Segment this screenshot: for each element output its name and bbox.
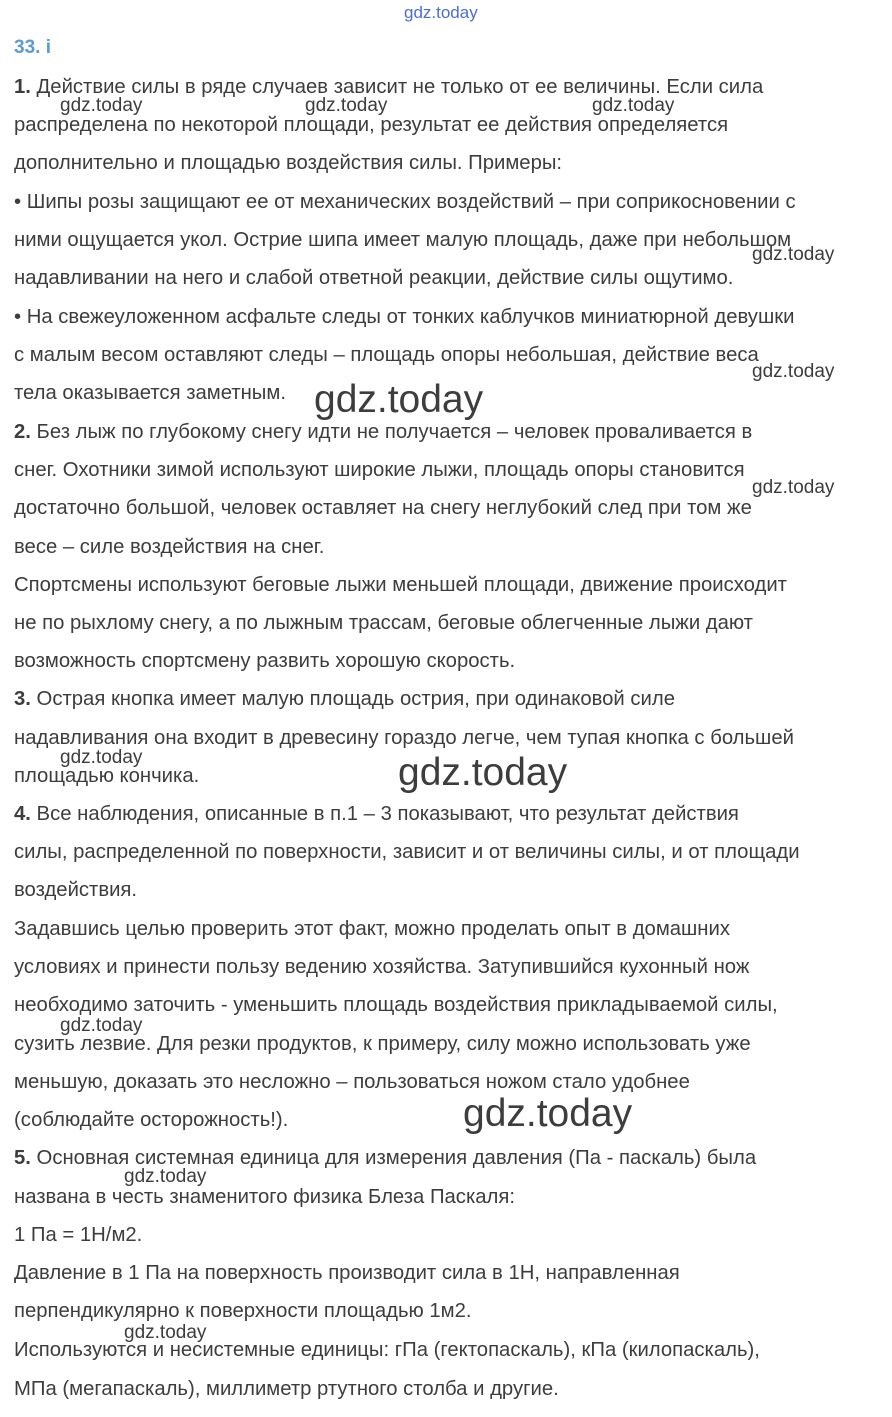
text-line: надавливания она входит в древесину гораздо легче, чем тупая кнопка с большей	[14, 727, 794, 749]
text-line: силы, распределенной по поверхности, зависит и от величины силы, и от площади	[14, 841, 800, 863]
text-line: Задавшись целью проверить этот факт, можно проделать опыт в домашних	[14, 918, 730, 940]
text-line: Давление в 1 Па на поверхность производит сила в 1Н, направленная	[14, 1262, 680, 1284]
text-line: • Шипы розы защищают ее от механических воздействий – при соприкосновении с	[14, 191, 796, 213]
text-line: ними ощущается укол. Острие шипа имеет малую площадь, даже при небольшом	[14, 229, 792, 251]
watermark-large: gdz.today	[398, 751, 568, 794]
text-line: снег. Охотники зимой используют широкие лыжи, площадь опоры становится	[14, 459, 745, 481]
text-line: Спортсмены используют беговые лыжи меньшей площади, движение происходит	[14, 574, 787, 596]
text-line: названа в честь знаменитого физика Блеза Паскаля:	[14, 1186, 515, 1208]
text-line: достаточно большой, человек оставляет на снегу неглубокий след при том же	[14, 497, 752, 519]
watermark-large: gdz.today	[314, 378, 484, 421]
text-line: необходимо заточить - уменьшить площадь воздействия прикладываемой силы,	[14, 994, 778, 1016]
text-line: 1. Действие силы в ряде случаев зависит не только от ее величины. Если сила	[14, 76, 764, 98]
watermark: gdz.today	[124, 1166, 207, 1187]
text-line: сузить лезвие. Для резки продуктов, к примеру, силу можно использовать уже	[14, 1033, 751, 1055]
text-line: (соблюдайте осторожность!).	[14, 1109, 289, 1131]
text-line: 3. Острая кнопка имеет малую площадь острия, при одинаковой силе	[14, 688, 675, 710]
task-number: 33. і	[14, 37, 51, 58]
text-line: весе – силе воздействия на снег.	[14, 536, 325, 558]
watermark: gdz.today	[592, 95, 675, 116]
paragraph-number: 3.	[14, 688, 31, 710]
watermark-top: gdz.today	[404, 3, 478, 22]
text-line: возможность спортсмену развить хорошую скорость.	[14, 650, 516, 672]
watermark: gdz.today	[752, 477, 835, 498]
text-line: с малым весом оставляют следы – площадь опоры небольшая, действие веса	[14, 344, 759, 366]
text-line: воздействия.	[14, 879, 138, 901]
text-line: меньшую, доказать это несложно – пользоваться ножом стало удобнее	[14, 1071, 690, 1093]
text-line: перпендикулярно к поверхности площадью 1м2.	[14, 1300, 472, 1322]
text-line: 5. Основная системная единица для измерения давления (Па - паскаль) была	[14, 1147, 757, 1169]
watermark: gdz.today	[60, 1015, 143, 1036]
watermark: gdz.today	[124, 1322, 207, 1343]
text-line: Используются и несистемные единицы: гПа (гектопаскаль), кПа (килопаскаль),	[14, 1339, 760, 1361]
text-line: тела оказывается заметным.	[14, 382, 286, 404]
paragraph-number: 4.	[14, 803, 31, 825]
watermark: gdz.today	[752, 361, 835, 382]
text-line: 2. Без лыж по глубокому снегу идти не получается – человек проваливается в	[14, 421, 753, 443]
text-line: МПа (мегапаскаль), миллиметр ртутного столба и другие.	[14, 1378, 559, 1400]
watermark: gdz.today	[752, 244, 835, 265]
text-line: дополнительно и площадью воздействия силы. Примеры:	[14, 152, 563, 174]
text-line: не по рыхлому снегу, а по лыжным трассам, беговые облегченные лыжи дают	[14, 612, 753, 634]
text-line: 1 Па = 1Н/м2.	[14, 1224, 143, 1246]
text-line: 4. Все наблюдения, описанные в п.1 – 3 показывают, что результат действия	[14, 803, 739, 825]
paragraph-number: 1.	[14, 76, 31, 98]
watermark-large: gdz.today	[463, 1092, 633, 1135]
watermark: gdz.today	[60, 95, 143, 116]
paragraph-number: 5.	[14, 1147, 31, 1169]
text-line: площадью кончика.	[14, 765, 200, 787]
text-line: • На свежеуложенном асфальте следы от тонких каблучков миниатюрной девушки	[14, 306, 795, 328]
watermark: gdz.today	[305, 95, 388, 116]
text-line: надавливании на него и слабой ответной реакции, действие силы ощутимо.	[14, 267, 734, 289]
paragraph-number: 2.	[14, 421, 31, 443]
text-line: условиях и принести пользу ведению хозяйства. Затупившийся кухонный нож	[14, 956, 750, 978]
watermark: gdz.today	[60, 747, 143, 768]
text-line: распределена по некоторой площади, результат ее действия определяется	[14, 114, 729, 136]
